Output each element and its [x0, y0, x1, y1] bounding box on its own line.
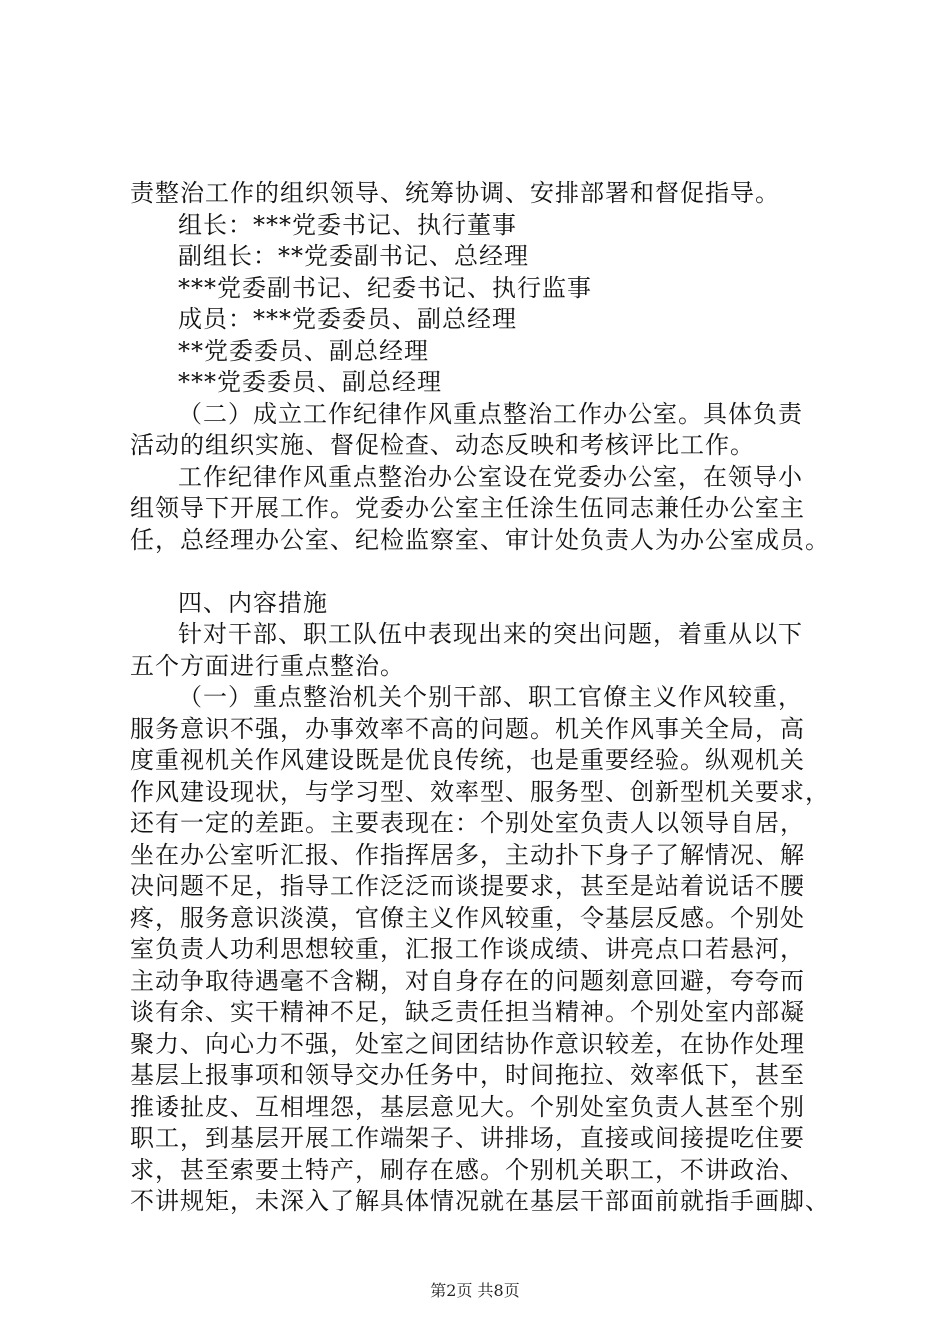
text-line: 不讲规矩，未深入了解具体情况就在基层干部面前就指手画脚、 [130, 1187, 830, 1215]
text-line: 推诿扯皮、互相埋怨，基层意见大。个别处室负责人甚至个别 [130, 1092, 805, 1121]
text-line: 活动的组织实施、督促检查、动态反映和考核评比工作。 [130, 431, 755, 459]
text-line: 基层上报事项和领导交办任务中，时间拖拉、效率低下，甚至 [130, 1061, 805, 1089]
paragraph-gap [130, 556, 850, 588]
text-line: 服务意识不强，办事效率不高的问题。机关作风事关全局，高 [130, 714, 805, 743]
text-line: 五个方面进行重点整治。 [130, 651, 405, 680]
text-line: 谈有余、实干精神不足，缺乏责任担当精神。个别处室内部凝 [130, 998, 805, 1026]
text-line: 作风建设现状，与学习型、效率型、服务型、创新型机关要求， [130, 777, 830, 806]
text-line: ***党委副书记、纪委书记、执行监事 [178, 273, 592, 302]
text-line: 任，总经理办公室、纪检监察室、审计处负责人为办公室成员。 [130, 525, 830, 554]
text-line: 坐在办公室听汇报、作指挥居多，主动扑下身子了解情况、解 [130, 840, 805, 869]
document-body [130, 178, 850, 1218]
text-line: 副组长：**党委副书记、总经理 [178, 242, 529, 270]
text-line: ***党委委员、副总经理 [178, 368, 442, 396]
text-line: 室负责人功利思想较重，汇报工作谈成绩、讲亮点口若悬河， [130, 935, 805, 963]
text-line: 主动争取待遇毫不含糊，对自身存在的问题刻意回避，夸夸而 [130, 966, 805, 995]
section-heading: （二）成立工作纪律作风重点整治工作办公室。具体负责 [178, 399, 803, 428]
text-line: 组长：***党委书记、执行董事 [178, 210, 517, 239]
text-line: 求，甚至索要土特产，刷存在感。个别机关职工，不讲政治、 [130, 1155, 805, 1184]
text-line: 疼，服务意识淡漠，官僚主义作风较重，令基层反感。个别处 [130, 903, 805, 932]
section-heading: （一）重点整治机关个别干部、职工官僚主义作风较重， [178, 683, 803, 711]
text-line: 针对干部、职工队伍中表现出来的突出问题，着重从以下 [178, 620, 803, 648]
text-line: 还有一定的差距。主要表现在：个别处室负责人以领导自居， [130, 809, 805, 837]
text-line: 组领导下开展工作。党委办公室主任涂生伍同志兼任办公室主 [130, 494, 805, 522]
text-line: 责整治工作的组织领导、统筹协调、安排部署和督促指导。 [130, 179, 780, 207]
section-heading: 四、内容措施 [178, 588, 328, 617]
text-line: **党委委员、副总经理 [178, 336, 429, 365]
text-line: 决问题不足，指导工作泛泛而谈提要求，甚至是站着说话不腰 [130, 872, 805, 900]
text-line: 聚力、向心力不强，处室之间团结协作意识较差，在协作处理 [130, 1029, 805, 1058]
text-line: 度重视机关作风建设既是优良传统，也是重要经验。纵观机关 [130, 746, 805, 774]
text-line: 职工，到基层开展工作端架子、讲排场，直接或间接提吃住要 [130, 1124, 805, 1152]
page-number-footer: 第2页 共8页 [430, 1281, 520, 1300]
text-line: 成员：***党委委员、副总经理 [178, 305, 517, 333]
text-line: 工作纪律作风重点整治办公室设在党委办公室，在领导小 [178, 462, 803, 491]
